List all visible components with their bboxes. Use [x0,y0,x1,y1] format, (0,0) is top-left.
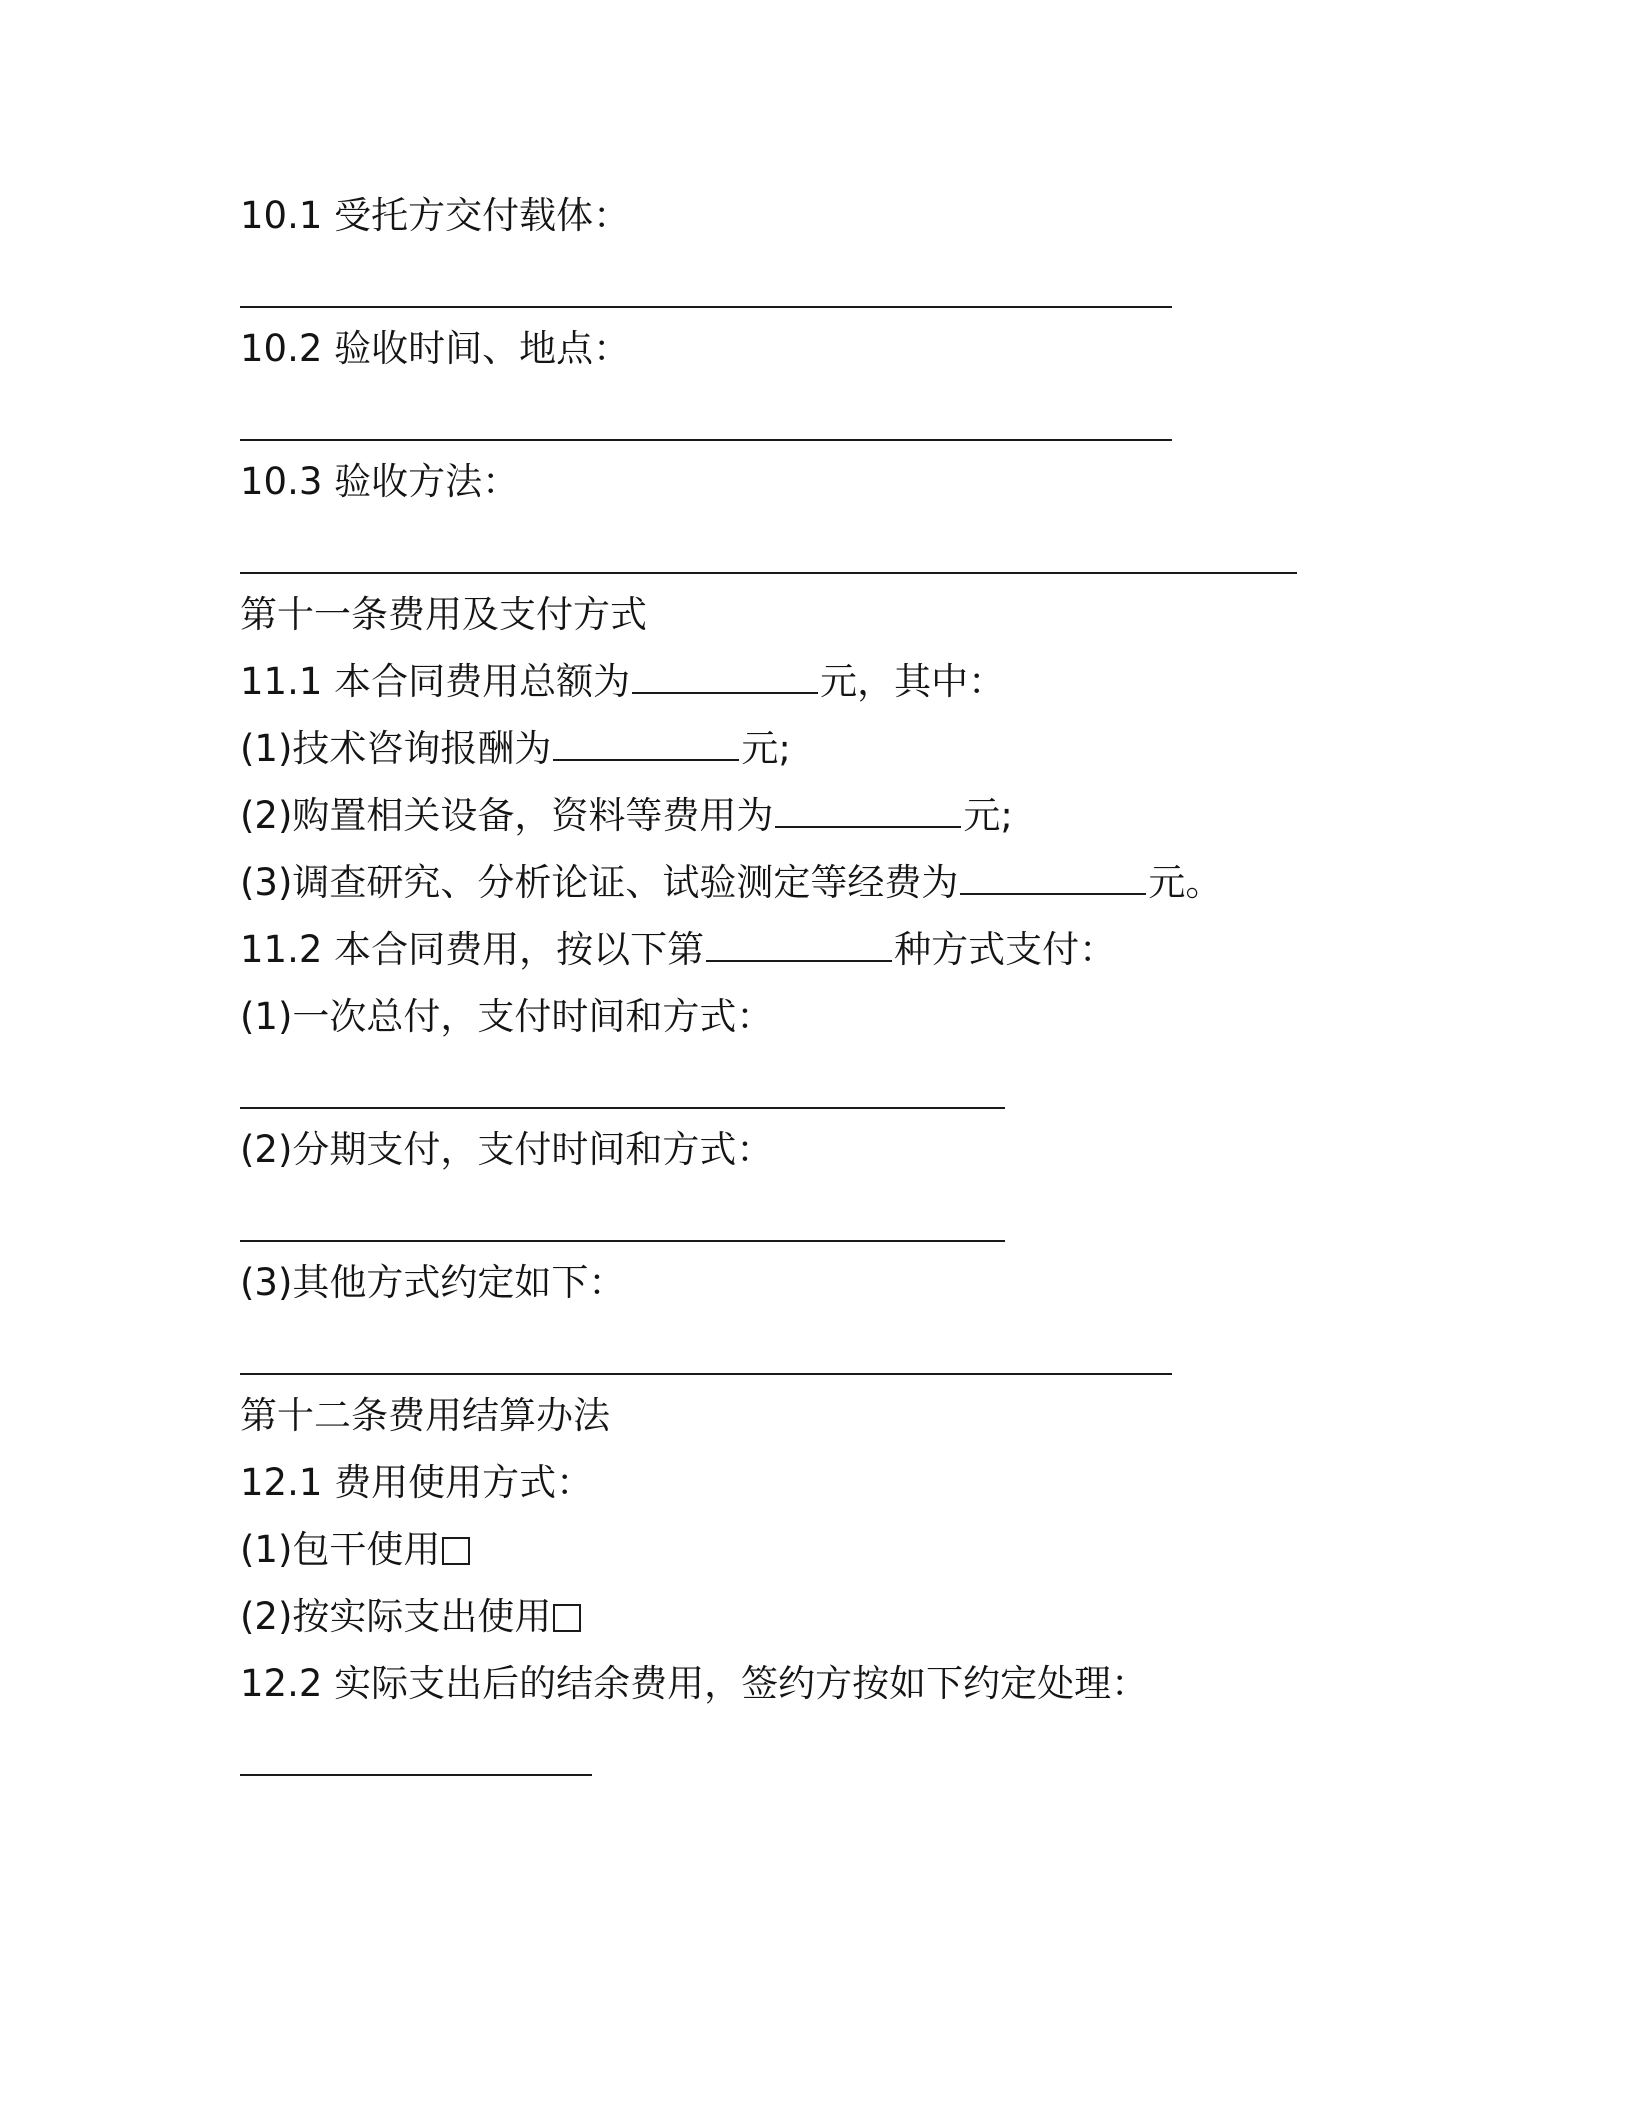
fill-line-12-2[interactable] [240,1774,592,1776]
clause-11-2 [240,927,1116,973]
clause-10-3: 10.3 验收方法： [240,460,520,503]
clause-12-2: 12.2 实际支出后的结余费用，签约方按如下约定处理： [240,1662,1149,1705]
usage-option-1-text: (1)包干使用 [240,1528,441,1571]
fee-item-1 [240,726,791,772]
article-11-title: 第十一条费用及支付方式 [240,593,647,636]
payment-option-3: (3)其他方式约定如下： [240,1261,626,1304]
research-fee-blank[interactable] [960,865,1146,895]
clause-11-2-text: 11.2 本合同费用，按以下第 [240,928,705,971]
fill-line-payment-3[interactable] [240,1373,1172,1375]
article-12-title: 第十二条费用结算办法 [240,1394,610,1437]
fill-line-10-2[interactable] [240,439,1172,441]
payment-option-blank[interactable] [706,932,892,962]
fill-line-10-3[interactable] [240,572,1297,574]
fill-line-payment-2[interactable] [240,1240,1005,1242]
clause-11-1 [240,659,1005,705]
equipment-fee-blank[interactable] [775,798,961,828]
clause-12-1: 12.1 费用使用方式： [240,1461,594,1504]
total-amount-blank[interactable] [632,664,818,694]
clause-11-1-suffix: 元，其中： [820,660,1006,703]
clause-11-2-suffix: 种方式支付： [894,928,1117,971]
fee-item-3-suffix: 元。 [1148,861,1223,904]
usage-option-2 [240,1594,581,1640]
payment-option-1: (1)一次总付，支付时间和方式： [240,995,774,1038]
fee-item-2 [240,793,1013,839]
fee-item-3-text: (3)调查研究、分析论证、试验测定等经费为 [240,861,959,904]
fee-item-2-suffix: 元; [963,794,1013,837]
fill-line-payment-1[interactable] [240,1107,1005,1109]
fee-item-3 [240,860,1222,906]
checkbox-actual-expense[interactable] [553,1604,581,1632]
fill-line-10-1[interactable] [240,306,1172,308]
clause-10-2: 10.2 验收时间、地点： [240,327,631,370]
usage-option-1 [240,1527,470,1573]
fee-item-2-text: (2)购置相关设备，资料等费用为 [240,794,774,837]
fee-item-1-text: (1)技术咨询报酬为 [240,727,552,770]
payment-option-2: (2)分期支付，支付时间和方式： [240,1128,774,1171]
consulting-fee-blank[interactable] [553,731,739,761]
fee-item-1-suffix: 元; [741,727,791,770]
usage-option-2-text: (2)按实际支出使用 [240,1595,552,1638]
clause-10-1: 10.1 受托方交付载体： [240,194,631,237]
clause-11-1-text: 11.1 本合同费用总额为 [240,660,631,703]
checkbox-lump-sum[interactable] [442,1537,470,1565]
